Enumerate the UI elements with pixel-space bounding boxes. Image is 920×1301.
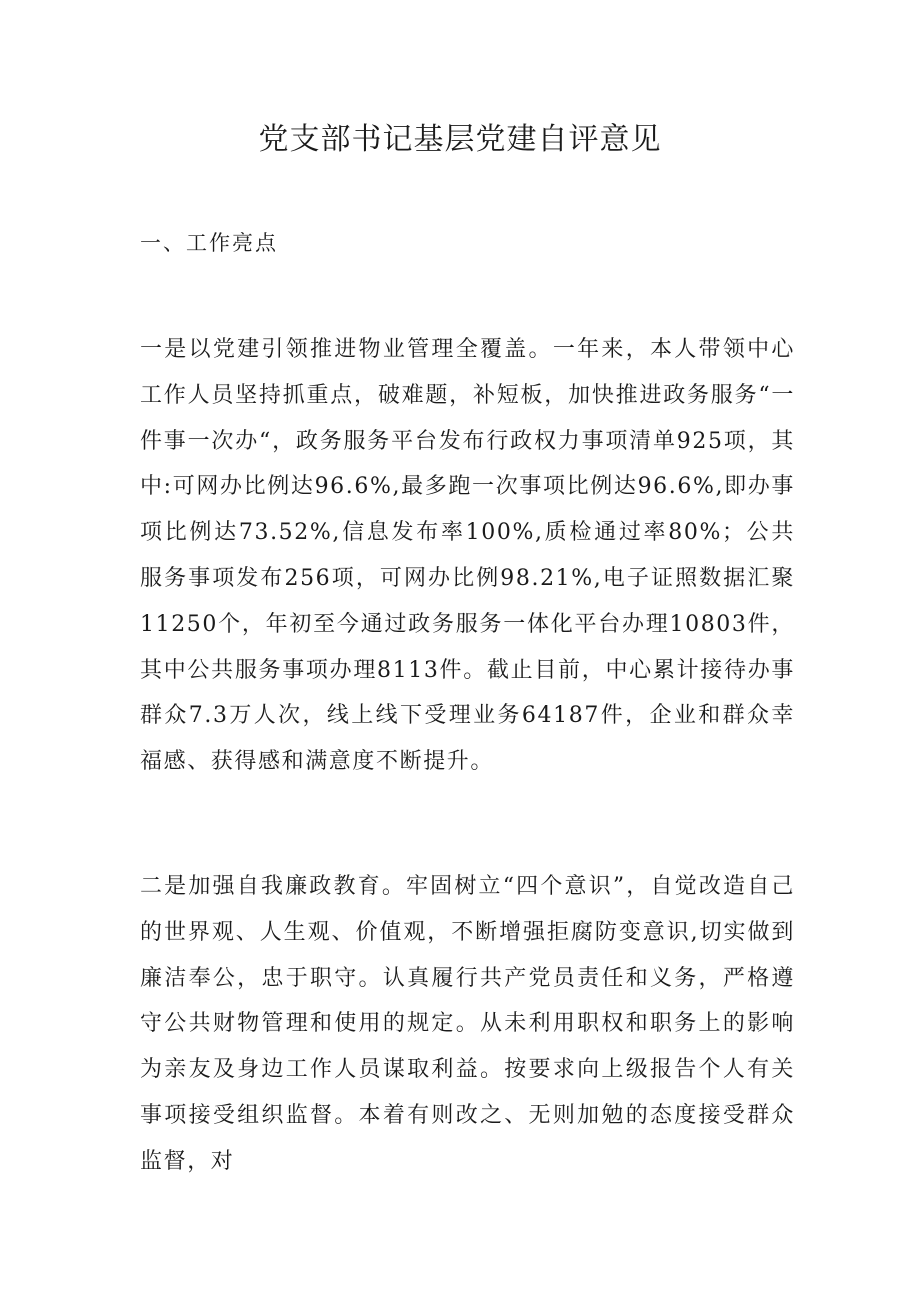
section-heading: 一、工作亮点 (140, 231, 278, 255)
paragraph-1: 一是以党建引领推进物业管理全覆盖。一年来，本人带领中心工作人员坚持抓重点，破难题，补短板，加快推进政务服务“一件事一次办“，政务服务平台发布行政权力事项清单925项，其中:可网办比例达96.6%,最多跑一次事项比例达96.6%,即办事项比例达73.52%,信息发布率100%,质检通过率80%；公共服务事项发布256项，可网办比例98.21%,电子证照数据汇聚11250个，年初至今通过政务服务一体化平台办理10803件，其中公共服务事项办理8113件。截止目前，中心累计接待办事群众7.3万人次，线上线下受理业务64187件，企业和群众幸福感、获得感和满意度不断提升。 (140, 337, 795, 775)
paragraph-2: 二是加强自我廉政教育。牢固树立“四个意识”，自觉改造自己的世界观、人生观、价值观，不断增强拒腐防变意识,切实做到廉洁奉公，忠于职守。认真履行共产党员责任和义务，严格遵守公共财物管理和使用的规定。从未利用职权和职务上的影响为亲友及身边工作人员谋取利益。按要求向上级报告个人有关事项接受组织监督。本着有则改之、无则加勉的态度接受群众监督，对 (140, 874, 795, 1174)
document-title: 党支部书记基层党建自评意见 (258, 122, 662, 157)
